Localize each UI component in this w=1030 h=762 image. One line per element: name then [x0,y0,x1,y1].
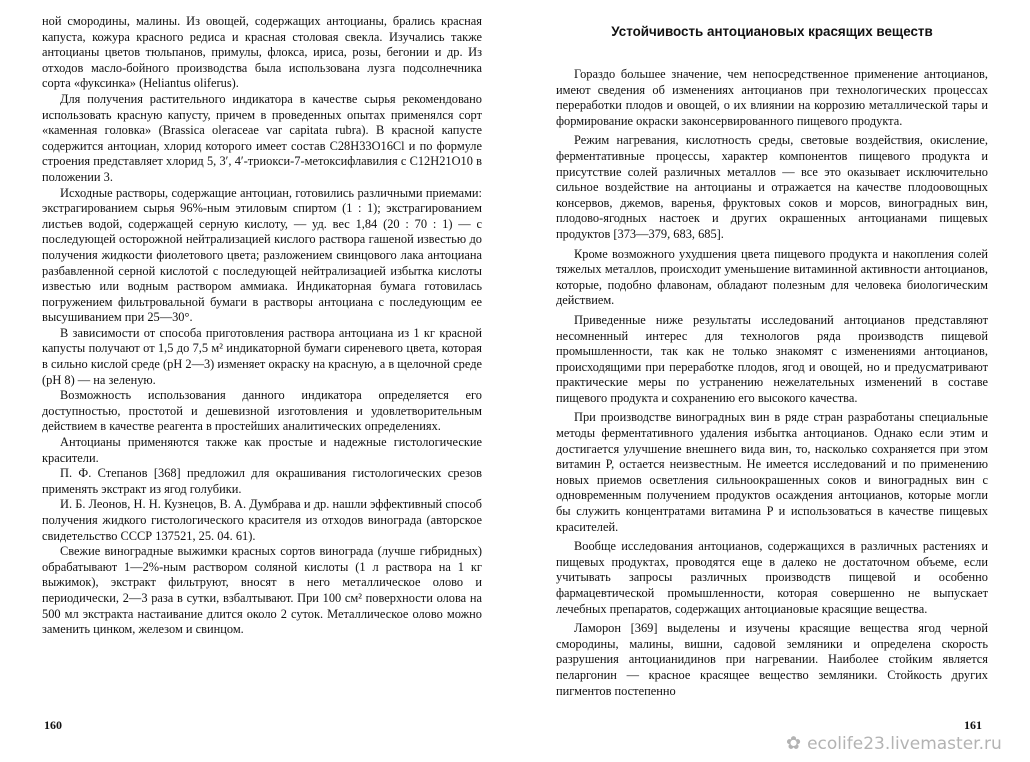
paragraph: Гораздо большее значение, чем непосредственное применение антоцианов, имеют сведения об изменениях антоцианов при технологических процессах переработки плодов и овощей, о их влиянии на коррозию металлической тары и формирование окраски законсервированного пищевого продукта. [556,67,988,128]
paragraph: Свежие виноградные выжимки красных сортов винограда (лучше гибридных) обрабатывают 1—2%-ным раствором соляной кислоты (1 л раствора на 1 кг выжимок), экстракт фильтруют, вносят в него металлическое олово и периодически, 2—3 раза в сутки, взбалтывают. При 100 см² поверхности олова на 500 мл экстракта настаивание длится около 2 суток. Металлическое олово можно заменить цинком, железом и свинцом. [42,544,482,637]
page-number-left: 160 [44,718,62,732]
left-page [42,14,482,638]
paragraph: Приведенные ниже результаты исследований антоцианов представляют несомненный интерес для технологов ряда производств пищевой промышленности, так как не только знакомят с изменениями антоцианов, происходящими при переработке плодов, ягод и овощей, но и предусматривают практические меры по устранению нежелательных изменений в составе пищевого продукта и сохранению его высокого качества. [556,312,988,405]
paragraph: Возможность использования данного индикатора определяется его доступностью, простотой и дешевизной изготовления и удовлетворительным действием в качестве реагента в простейших аналитических определениях. [42,388,482,434]
paragraph: При производстве виноградных вин в ряде стран разработаны специальные методы ферментативного удаления избытка антоцианов. Однако если этим и достигается улучшение внешнего вида вин, то, насколько сохраняется при этом витамин P, остается неизвестным. Не имеется исследований и по применению новых приемов осветления сильноокрашенных соков и виноградных вин с одновременным получением продуктов осаждения антоцианов, которые могли бы служить концентратами витамина P и использоваться в качестве пищевых красителей. [556,410,988,534]
section-heading: Устойчивость антоциановых красящих веществ [611,24,933,39]
paragraph: Режим нагревания, кислотность среды, световые воздействия, окисление, ферментативные процессы, характер компонентов пищевого продукта и присутствие солей различных металлов — все это оказывает исключительно сильное воздействие на антоцианы и отражается на качестве плодоовощных консервов, джемов, варенья, фруктовых соков и морсов, виноградных вин, плодово-ягодных настоек и других окрашенных антоцианами пищевых продуктов [373—379, 683, 685]. [556,133,988,241]
paragraph: ной смородины, малины. Из овощей, содержащих антоцианы, брались красная капуста, кожура красного редиса и красная столовая свекла. Изучались также антоцианы цветов тюльпанов, примулы, флокса, ириса, розы, бегонии и др. Из отходов масло-бойного производства была использована лузга подсолнечника сорта «фуксинка» (Heliantus oliferus). [42,14,482,91]
paragraph: П. Ф. Степанов [368] предложил для окрашивания гистологических срезов применять экстракт из ягод голубики. [42,466,482,496]
paragraph: Для получения растительного индикатора в качестве сырья рекомендовано использовать красную капусту, причем в проведенных опытах применялся сорт «каменная головка» (Brassica oleraceae var capitata rubra). В красной капусте содержится антоциан, хлорид которого имеет состав C28H33O16Cl и по формуле строения представляет хлорид 5, 3′, 4′-триокси-7-метоксифлавилия с C12H21O10 в положении 3. [42,91,482,184]
right-page [556,14,988,699]
watermark-text: ecolife23.livemaster.ru [807,733,1002,754]
paragraph: Антоцианы применяются также как простые и надежные гистологические красители. [42,435,482,465]
paragraph: Вообще исследования антоцианов, содержащихся в различных растениях и пищевых продуктах, проводятся еще в далеко не достаточном объеме, если учитывать запросы различных производств пищевой и особенно фармацевтической промышленности, которая совершенно не выпускает лечебных препаратов, содержащих антоциановые красящие вещества. [556,539,988,616]
paragraph: Исходные растворы, содержащие антоциан, готовились различными приемами: экстрагированием сырья 96%-ным этиловым спиртом (1 : 1); экстрагированием листьев водой, содержащей серную кислоту, — уд. вес 1,84 (20 : 70 : 1) — с последующей осторожной нейтрализацией кислого раствора гашеной известью до получения жидкости фиолетового цвета; разложением свинцового лака антоциана разбавленной серной кислотой с последующей нейтрализацией избытка кислоты известью или водным раствором аммиака. Индикаторная бумага готовилась погружением фильтровальной бумаги в растворы антоциана с последующим ее высушиванием при 25—30°. [42,185,482,325]
flower-icon: ✿ [786,733,802,754]
paragraph: Кроме возможного ухудшения цвета пищевого продукта и накопления солей тяжелых металлов, происходит уменьшение витаминной активности антоцианов, которые, подобно флавонам, обладают полезным для человека биологическим действием. [556,246,988,308]
paragraph: Ламорон [369] выделены и изучены красящие вещества ягод черной смородины, малины, вишни, садовой земляники и определена скорость разрушения антоцианидинов при нагревании. Наиболее стойким является пеларгонин — красное красящее вещество земляники. Стойкость других пигментов постепенно [556,621,988,698]
paragraph: И. Б. Леонов, Н. Н. Кузнецов, В. А. Думбрава и др. нашли эффективный способ получения жидкого гистологического красителя из отходов винограда (авторское свидетельство СССР 137521, 25. 04. 61). [42,497,482,543]
page-number-right: 161 [964,718,982,732]
watermark [786,733,1002,754]
paragraph: В зависимости от способа приготовления раствора антоциана из 1 кг красной капусты получают от 1,5 до 7,5 м² индикаторной бумаги сиреневого цвета, которая в сильно кислой среде (pH 2—3) изменяет окраску на красную, а в щелочной среде (pH 8) — на зеленую. [42,325,482,387]
